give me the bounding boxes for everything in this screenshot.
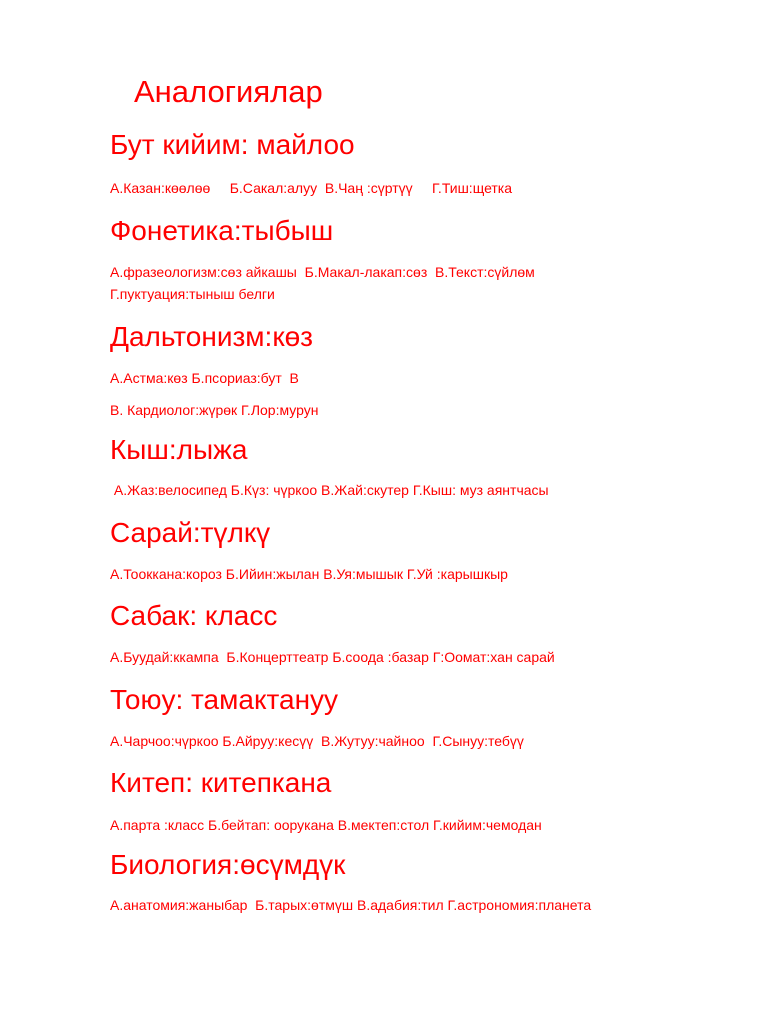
question-options: А.Жаз:велосипед Б.Күз: чүркоо В.Жай:скутер Г.Кыш: муз аянтчасы bbox=[110, 482, 549, 498]
question-heading: Сабак: класс bbox=[110, 600, 278, 631]
question-options: А.Тооккана:короз Б.Ийин:жылан В.Уя:мышык Г.Уй :карышкыр bbox=[110, 566, 508, 582]
question-heading: Фонетика:тыбыш bbox=[110, 215, 334, 246]
question-options: А.анатомия:жаныбар Б.тарых:өтмүш В.адабия:тил Г.астрономия:планета bbox=[110, 897, 592, 913]
page-title: Аналогиялар bbox=[134, 74, 323, 109]
question-heading: Кыш:лыжа bbox=[110, 434, 248, 465]
question-heading: Биология:өсүмдүк bbox=[110, 849, 346, 880]
question-heading: Китеп: китепкана bbox=[110, 767, 332, 798]
question-options: А.фразеологизм:сөз айкашы Б.Макал-лакап:сөз В.Текст:сүйлөм bbox=[110, 264, 535, 280]
question-heading: Бут кийим: майлоо bbox=[110, 129, 355, 160]
question-options: Г.пуктуация:тыныш белги bbox=[110, 286, 275, 302]
question-options: А.Чарчоо:чүркоо Б.Айруу:кесүү В.Жутуу:чайноо Г.Сынуу:тебүү bbox=[110, 733, 524, 749]
question-heading: Дальтонизм:көз bbox=[110, 321, 313, 352]
question-options: В. Кардиолог:жүрөк Г.Лор:мурун bbox=[110, 402, 319, 418]
question-heading: Тоюу: тамактануу bbox=[110, 684, 339, 715]
question-options: А.Астма:көз Б.псориаз:бут В bbox=[110, 370, 299, 386]
question-options: А.Казан:көөлөө Б.Сакал:алуу В.Чаң :сүртүү Г.Тиш:щетка bbox=[110, 180, 513, 196]
question-options: А.парта :класс Б.бейтап: оорукана В.мектеп:стол Г.кийим:чемодан bbox=[110, 817, 542, 833]
question-heading: Сарай:түлкү bbox=[110, 517, 271, 548]
question-options: А.Буудай:ккампа Б.Концерттеатр Б.соода :базар Г:Оомат:хан сарай bbox=[110, 649, 555, 665]
